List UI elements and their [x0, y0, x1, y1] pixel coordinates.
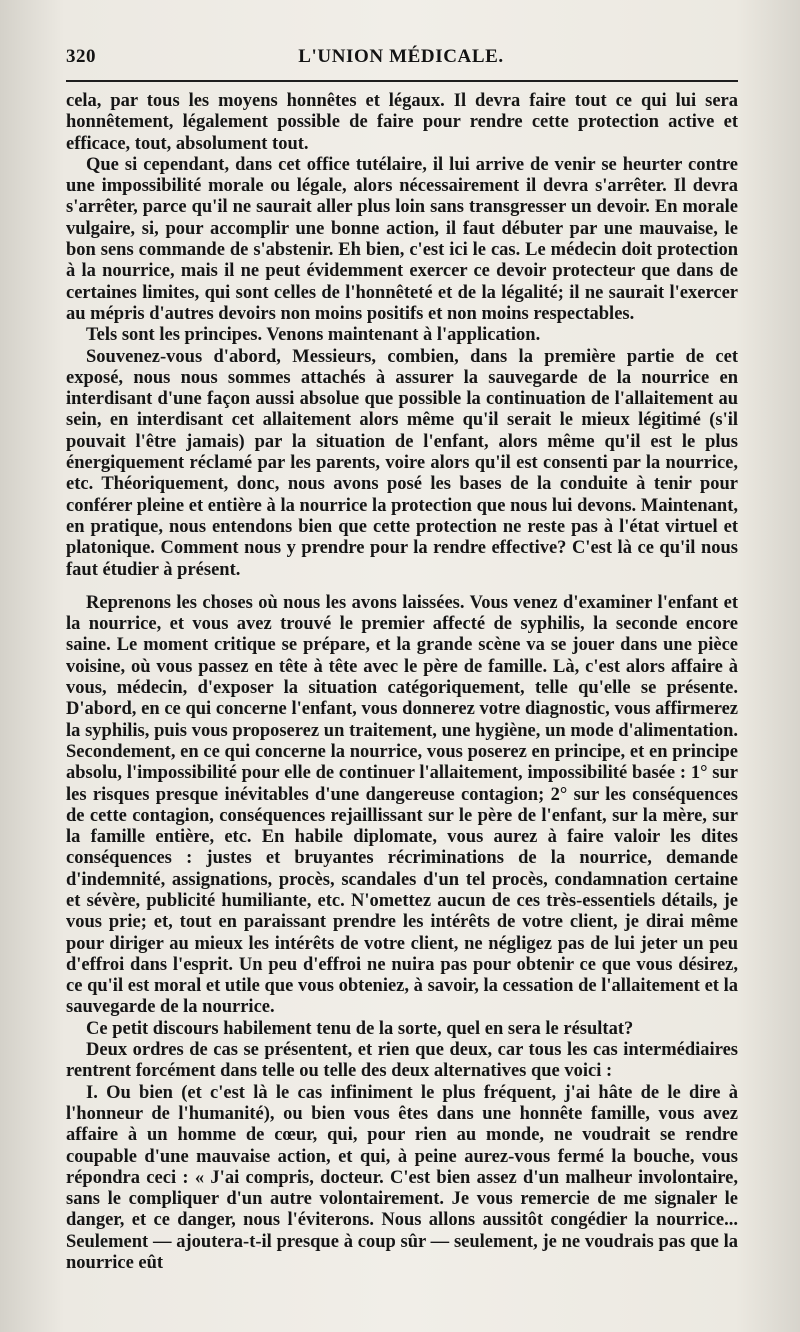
- paragraph: Souvenez-vous d'abord, Messieurs, combien, dans la première partie de cet exposé, nous nous sommes attachés à assurer la sauvegarde de la nourrice en interdisant d'une façon aussi absolue que possible la continuation de l'allaitement au sein, en interdisant cet allaitement alors même qu'il serait le mieux légitimé (s'il pouvait l'être jamais) par la situation de l'enfant, alors même qu'il est le plus énergiquement réclamé par les parents, voire alors qu'il est consenti par la nourrice, etc. Théoriquement, donc, nous avons posé les bases de la conduite à tenir pour conférer pleine et entière à la nourrice la protection que nous lui devons. Maintenant, en pratique, nous entendons bien que cette protection ne reste pas à l'état virtuel et platonique. Comment nous y prendre pour la rendre effective? C'est là ce qu'il nous faut étudier à présent.: [66, 346, 738, 580]
- running-title: L'UNION MÉDICALE.: [298, 46, 504, 67]
- page-header: [66, 46, 736, 76]
- paragraph: Que si cependant, dans cet office tutélaire, il lui arrive de venir se heurter contre une impossibilité morale ou légale, alors nécessairement il devra s'arrêter. Il devra s'arrêter, parce qu'il ne saurait aller plus loin sans transgresser un devoir. En morale vulgaire, si, pour accomplir une bonne action, il faut débuter par une mauvaise, le bon sens commande de s'abstenir. Eh bien, c'est ici le cas. Le médecin doit protection à la nourrice, mais il ne peut évidemment exercer ce devoir protecteur que dans de certaines limites, qui sont celles de l'honnêteté et de la légalité; il ne saurait l'exercer au mépris d'autres devoirs non moins positifs et non moins respectables.: [66, 154, 738, 324]
- paragraph: I. Ou bien (et c'est là le cas infiniment le plus fréquent, j'ai hâte de le dire à l'honneur de l'humanité), ou bien vous êtes dans une honnête famille, vous avez affaire à un homme de cœur, qui, pour rien au monde, ne voudrait se rendre coupable d'une mauvaise action, et qui, à peine aurez-vous fermé la bouche, vous répondra ceci : « J'ai compris, docteur. C'est bien assez d'un malheur involontaire, sans le compliquer d'un autre volontairement. Je vous remercie de me signaler le danger, et ce danger, nous l'éviterons. Nous allons aussitôt congédier la nourrice... Seulement — ajoutera-t-il presque à coup sûr — seulement, je ne voudrais pas que la nourrice eût: [66, 1082, 738, 1274]
- page-number: 320: [66, 46, 96, 67]
- paragraph: Reprenons les choses où nous les avons laissées. Vous venez d'examiner l'enfant et la nourrice, et vous avez trouvé le premier affecté de syphilis, la seconde encore saine. Le moment critique se prépare, et la grande scène va se jouer dans une pièce voisine, où vous passez en tête à tête avec le père de famille. Là, c'est alors affaire à vous, médecin, d'exposer la situation catégoriquement, telle qu'elle se présente. D'abord, en ce qui concerne l'enfant, vous donnerez votre diagnostic, vous affirmerez la syphilis, puis vous proposerez un traitement, une hygiène, un mode d'alimentation. Secondement, en ce qui concerne la nourrice, vous poserez en principe, et en principe absolu, l'impossibilité pour elle de continuer l'allaitement, impossibilité basée : 1° sur les risques presque inévitables d'une dangereuse contagion; 2° sur les conséquences de cette contagion, conséquences rejaillissant sur le père de l'enfant, sur la mère, sur la famille entière, etc. En habile diplomate, vous aurez à faire valoir les dites conséquences : justes et bruyantes récriminations de la nourrice, demande d'indemnité, assignations, procès, scandales d'un tel procès, condamnation certaine et sévère, publicité humiliante, etc. N'omettez aucun de ces très-essentiels détails, je vous prie; et, tout en paraissant prendre les intérêts de votre client, je dirai même pour diriger au mieux les intérêts de votre client, ne négligez pas de lui jeter un peu d'effroi dans l'esprit. Un peu d'effroi ne nuira pas pour obtenir ce que vous désirez, ce qu'il est moral et utile que vous obteniez, à savoir, la cessation de l'allaitement et la sauvegarde de la nourrice.: [66, 592, 738, 1018]
- paragraph: Deux ordres de cas se présentent, et rien que deux, car tous les cas intermédiaires rentrent forcément dans telle ou telle des deux alternatives que voici :: [66, 1040, 738, 1082]
- header-rule: [66, 80, 738, 82]
- paragraph: Ce petit discours habilement tenu de la sorte, quel en sera le résultat?: [86, 1018, 634, 1039]
- paragraph: Tels sont les principes. Venons maintenant à l'application.: [86, 325, 541, 346]
- show-through-text: [0, 0, 800, 42]
- body-text: [66, 91, 738, 1274]
- paragraph: cela, par tous les moyens honnêtes et légaux. Il devra faire tout ce qui lui sera honnêtement, légalement possible de faire pour rendre cette protection active et efficace, tout, absolument tout.: [66, 91, 738, 154]
